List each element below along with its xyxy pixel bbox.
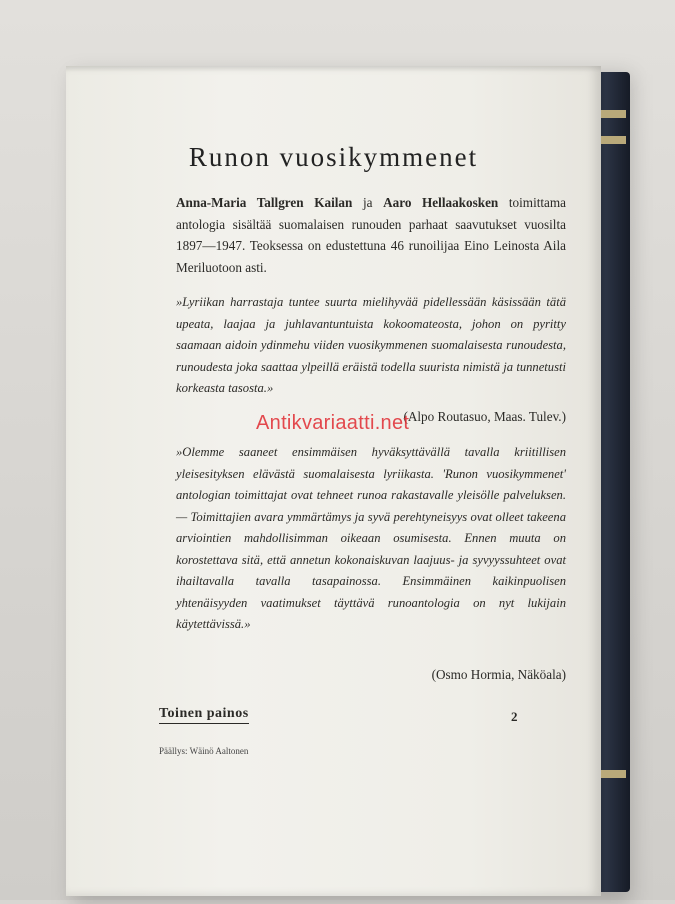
intro-text: toimittama antologia sisältää suomalaisen runouden parhaat saavutukset vuosilta 1897—1947. Teoksessa on edustettuna 46 runoilijaa Eino Leinosta Aila Meriluotoon asti.: [176, 195, 567, 275]
review-attribution: (Alpo Routasuo, Maas. Tulev.): [403, 409, 566, 424]
editor-name: Anna-Maria Tallgren Kailan: [176, 195, 353, 210]
edition-label: Toinen painos: [159, 706, 249, 724]
cover-edge-wear: [66, 66, 601, 72]
page-number: 2: [511, 709, 518, 724]
book-back-cover: [66, 66, 601, 896]
book-title: Runon vuosikymmenet: [188, 142, 479, 172]
review-quote: »Lyriikan harrastaja tuntee suurta mielihyvää pidellessään käsissään tätä upeata, laajaa ja juhlavantuntuista kokoomateosta, johon on pyritty saamaan aidoin ydinmehu viiden vuosikymmenen suomalaisesta runoudesta, runoudesta joka saattaa ylpeillä eräistä todella suurista nimistä ja tunnetusti korkeasta tasosta.»: [176, 295, 566, 395]
editor-name: Aaro Hellaakosken: [383, 195, 499, 210]
review-attribution: (Osmo Hormia, Näköala): [431, 667, 566, 682]
conjunction: ja: [362, 195, 373, 210]
watermark: Antikvariaatti.net: [256, 412, 410, 434]
review-quote: »Olemme saaneet ensimmäisen hyväksyttävällä tavalla kriitillisen yleisesityksen elävästä suomalaisesta lyriikasta. 'Runon vuosikymmenet' antologian toimittajat ovat tehneet runoa rakastavalle yleisölle palveluksen. — Toimittajien avara ymmärtämys ja syvä perehtyneisyys ovat olleet takeena arviointien mahdollisimman oikeaan osumisesta. Ennen muuta on korostettava sitä, että annetun kokonaiskuvan laajuus- ja syvyyssuhteet ovat ihailtavalla tavalla tasapainossa. Ensimmäinen kaikinpuolisen yhtenäisyyden vaatimukset täyttävä runoantologia on nyt lukijain käytettävissä.»: [176, 445, 566, 631]
intro-paragraph: [176, 192, 566, 278]
cover-credit: Päällys: Wäinö Aaltonen: [159, 746, 249, 756]
